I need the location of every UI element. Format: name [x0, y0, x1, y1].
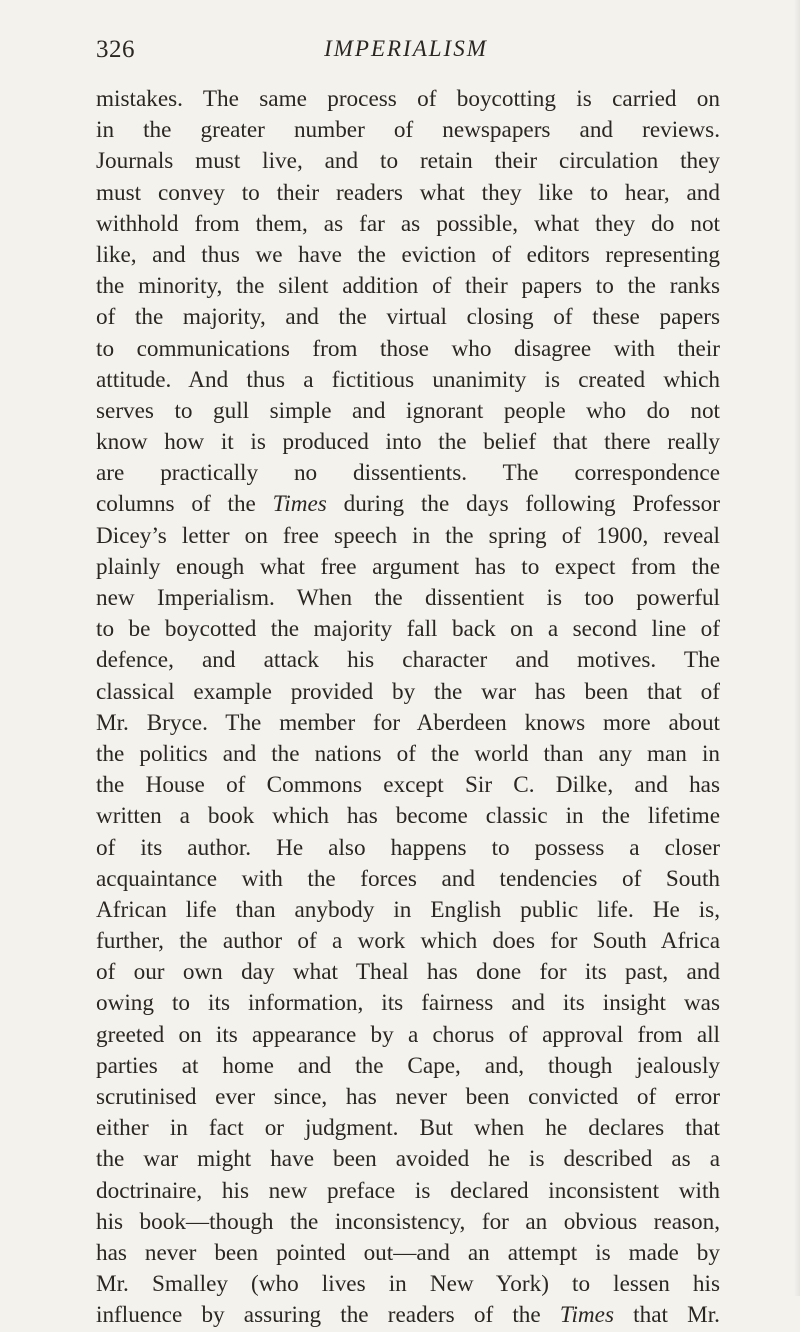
text-line: know how it is produced into the belief that there really [96, 429, 720, 456]
text-line: of the majority, and the virtual closing of these papers [96, 304, 720, 331]
text-line: withhold from them, as far as possible, what they do not [96, 210, 720, 237]
text-segment: columns of the [96, 491, 273, 518]
text-line: scrutinised ever since, has never been convicted of error [96, 1084, 720, 1110]
text-line: plainly enough what free argument has to expect from the [96, 553, 720, 580]
text-line: has never been pointed out—and an attempt is made by [96, 1239, 720, 1266]
text-line [96, 489, 720, 520]
text-line: mistakes. The same process of boycotting is carried on [96, 86, 720, 112]
text-line: Dicey’s letter on free speech in the spring of 1900, reveal [96, 522, 720, 549]
text-line: further, the author of a work which does for South Africa [96, 928, 720, 955]
text-line: owing to its information, its fairness and its insight was [96, 990, 720, 1017]
text-line: like, and thus we have the eviction of editors representing [96, 241, 720, 268]
text-line: new Imperialism. When the dissentient is too powerful [96, 585, 720, 611]
text-line [96, 1300, 720, 1331]
text-line: serves to gull simple and ignorant people who do not [96, 397, 720, 424]
text-line: to be boycotted the majority fall back on a second line of [96, 616, 720, 643]
text-line: defence, and attack his character and motives. The [96, 647, 720, 674]
text-line: greeted on its appearance by a chorus of approval from all [96, 1021, 720, 1048]
text-line: parties at home and the Cape, and, though jealously [96, 1052, 720, 1079]
text-segment: during the days following Professor [326, 491, 720, 518]
text-line: Journals must live, and to retain their circulation they [96, 148, 720, 175]
running-head: IMPERIALISM [324, 36, 488, 61]
italic-title: Times [559, 1302, 614, 1329]
text-line: acquaintance with the forces and tendencies of South [96, 865, 720, 892]
text-line: classical example provided by the war has been that of [96, 678, 720, 705]
text-line: are practically no dissentients. The correspondence [96, 460, 720, 487]
text-line: the politics and the nations of the world than any man in [96, 740, 720, 767]
text-line: Mr. Smalley (who lives in New York) to lessen his [96, 1271, 720, 1298]
text-line: the minority, the silent addition of their papers to the ranks [96, 273, 720, 300]
page-header [96, 36, 716, 76]
text-line: the war might have been avoided he is described as a [96, 1146, 720, 1173]
text-line: African life than anybody in English public life. He is, [96, 896, 720, 923]
body-text [96, 84, 720, 1332]
text-line: to communications from those who disagree with their [96, 335, 720, 362]
text-line: in the greater number of newspapers and reviews. [96, 117, 720, 144]
page-edge-shadow [794, 0, 800, 1296]
text-segment: influence by assuring the readers of the [96, 1302, 560, 1329]
text-segment: that Mr. [614, 1302, 720, 1329]
italic-title: Times [272, 491, 327, 518]
text-line: either in fact or judgment. But when he declares that [96, 1115, 720, 1142]
text-line: doctrinaire, his new preface is declared inconsistent with [96, 1177, 720, 1204]
text-line: of our own day what Theal has done for its past, and [96, 959, 720, 986]
page-number: 326 [96, 36, 135, 63]
text-line: must convey to their readers what they like to hear, and [96, 179, 720, 206]
text-line: his book—though the inconsistency, for an obvious reason, [96, 1208, 720, 1235]
text-line: the House of Commons except Sir C. Dilke, and has [96, 772, 720, 799]
text-line: of its author. He also happens to possess a closer [96, 834, 720, 861]
text-line: Mr. Bryce. The member for Aberdeen knows more about [96, 709, 720, 736]
text-line: attitude. And thus a fictitious unanimity is created which [96, 366, 720, 393]
text-line: written a book which has become classic in the lifetime [96, 803, 720, 830]
